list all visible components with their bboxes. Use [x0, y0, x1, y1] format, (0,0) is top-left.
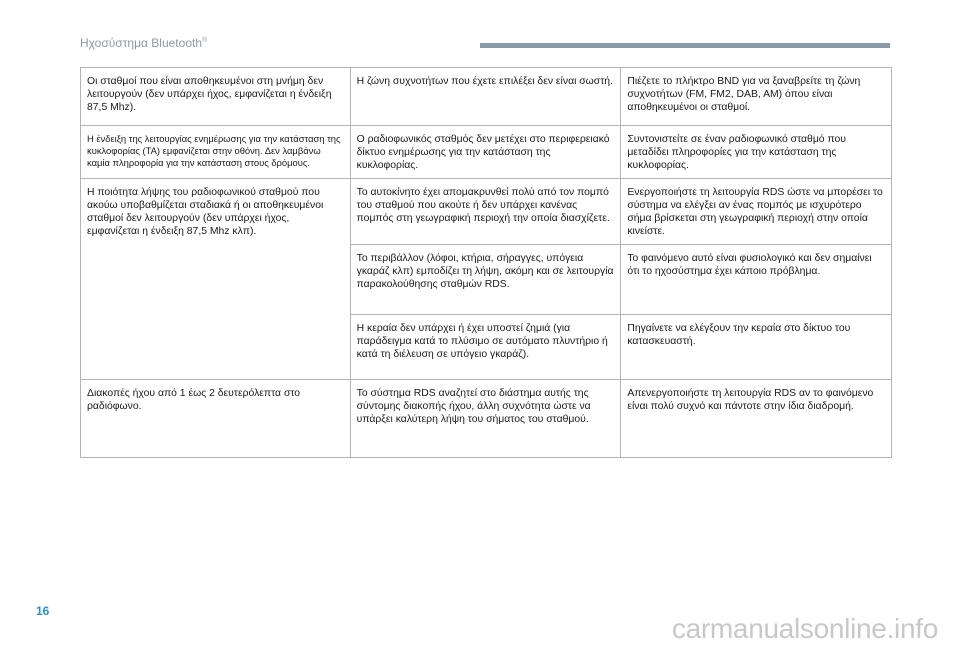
troubleshooting-table [80, 67, 892, 458]
table-row [81, 126, 892, 179]
header-rule [480, 43, 890, 48]
solution-cell: Συντονιστείτε σε έναν ραδιοφωνικό σταθμό που μεταδίδει πληροφορίες για την κατάσταση της κυκλοφορίας. [621, 126, 892, 179]
problem-cell: Διακοπές ήχου από 1 έως 2 δευτερόλεπτα στο ραδιόφωνο. [81, 380, 351, 458]
problem-cell: Η ποιότητα λήψης του ραδιοφωνικού σταθμού που ακούω υποβαθμίζεται σταδιακά ή οι αποθηκευμένοι σταθμοί δεν λειτουργούν (δεν υπάρχει ήχος, εμφανίζεται η ένδειξη 87,5 Mhz κλπ). [81, 179, 351, 380]
problem-cell: Οι σταθμοί που είναι αποθηκευμένοι στη μνήμη δεν λειτουργούν (δεν υπάρχει ήχος, εμφανίζεται η ένδειξη 87,5 Mhz). [81, 68, 351, 126]
cause-cell: Το αυτοκίνητο έχει απομακρυνθεί πολύ από τον πομπό του σταθμού που ακούτε ή δεν υπάρχει κανένας πομπός στη γεωγραφική περιοχή την οποία διασχίζετε. [350, 179, 621, 245]
section-title-text: Ηχοσύστημα Bluetooth [80, 36, 202, 50]
cause-cell: Το περιβάλλον (λόφοι, κτήρια, σήραγγες, υπόγεια γκαράζ κλπ) εμποδίζει τη λήψη, ακόμη και σε λειτουργία παρακολούθησης σταθμών RDS. [350, 245, 621, 315]
cause-cell: Ο ραδιοφωνικός σταθμός δεν μετέχει στο περιφερειακό δίκτυο ενημέρωσης για την κατάσταση της κυκλοφορίας. [350, 126, 621, 179]
table-row [81, 68, 892, 126]
cause-cell: Η κεραία δεν υπάρχει ή έχει υποστεί ζημιά (για παράδειγμα κατά το πλύσιμο σε αυτόματο πλυντήριο ή κατά τη διέλευση σε υπόγειο γκαράζ). [350, 315, 621, 380]
solution-cell: Πηγαίνετε να ελέγξουν την κεραία στο δίκτυο του κατασκευαστή. [621, 315, 892, 380]
page-number: 16 [36, 604, 50, 618]
table-row [81, 179, 892, 245]
table-row [81, 380, 892, 458]
cause-cell: Η ζώνη συχνοτήτων που έχετε επιλέξει δεν είναι σωστή. [350, 68, 621, 126]
solution-cell: Το φαινόμενο αυτό είναι φυσιολογικό και δεν σημαίνει ότι το ηχοσύστημα έχει κάποιο πρόβλημα. [621, 245, 892, 315]
solution-cell: Απενεργοποιήστε τη λειτουργία RDS αν το φαινόμενο είναι πολύ συχνό και πάντοτε στην ίδια διαδρομή. [621, 380, 892, 458]
problem-cell: Η ένδειξη της λειτουργίας ενημέρωσης για την κατάσταση της κυκλοφορίας (TA) εμφανίζεται στην οθόνη. Δεν λαμβάνω καμία πληροφορία για την κατάσταση στους δρόμους. [81, 126, 351, 179]
registered-mark: ® [202, 37, 208, 44]
watermark-text: carmanualsonline.info [671, 613, 938, 644]
section-title [80, 36, 207, 50]
solution-cell: Πιέζετε το πλήκτρο BND για να ξαναβρείτε τη ζώνη συχνοτήτων (FM, FM2, DAB, AM) όπου είναι αποθηκευμένοι οι σταθμοί. [621, 68, 892, 126]
solution-cell: Ενεργοποιήστε τη λειτουργία RDS ώστε να μπορέσει το σύστημα να ελέγξει αν ένας πομπός με ισχυρότερο σήμα βρίσκεται στη γεωγραφική περιοχή στην οποία κινείστε. [621, 179, 892, 245]
cause-cell: Το σύστημα RDS αναζητεί στο διάστημα αυτής της σύντομης διακοπής ήχου, άλλη συχνότητα ώστε να υπάρξει καλύτερη λήψη του σήματος του σταθμού. [350, 380, 621, 458]
